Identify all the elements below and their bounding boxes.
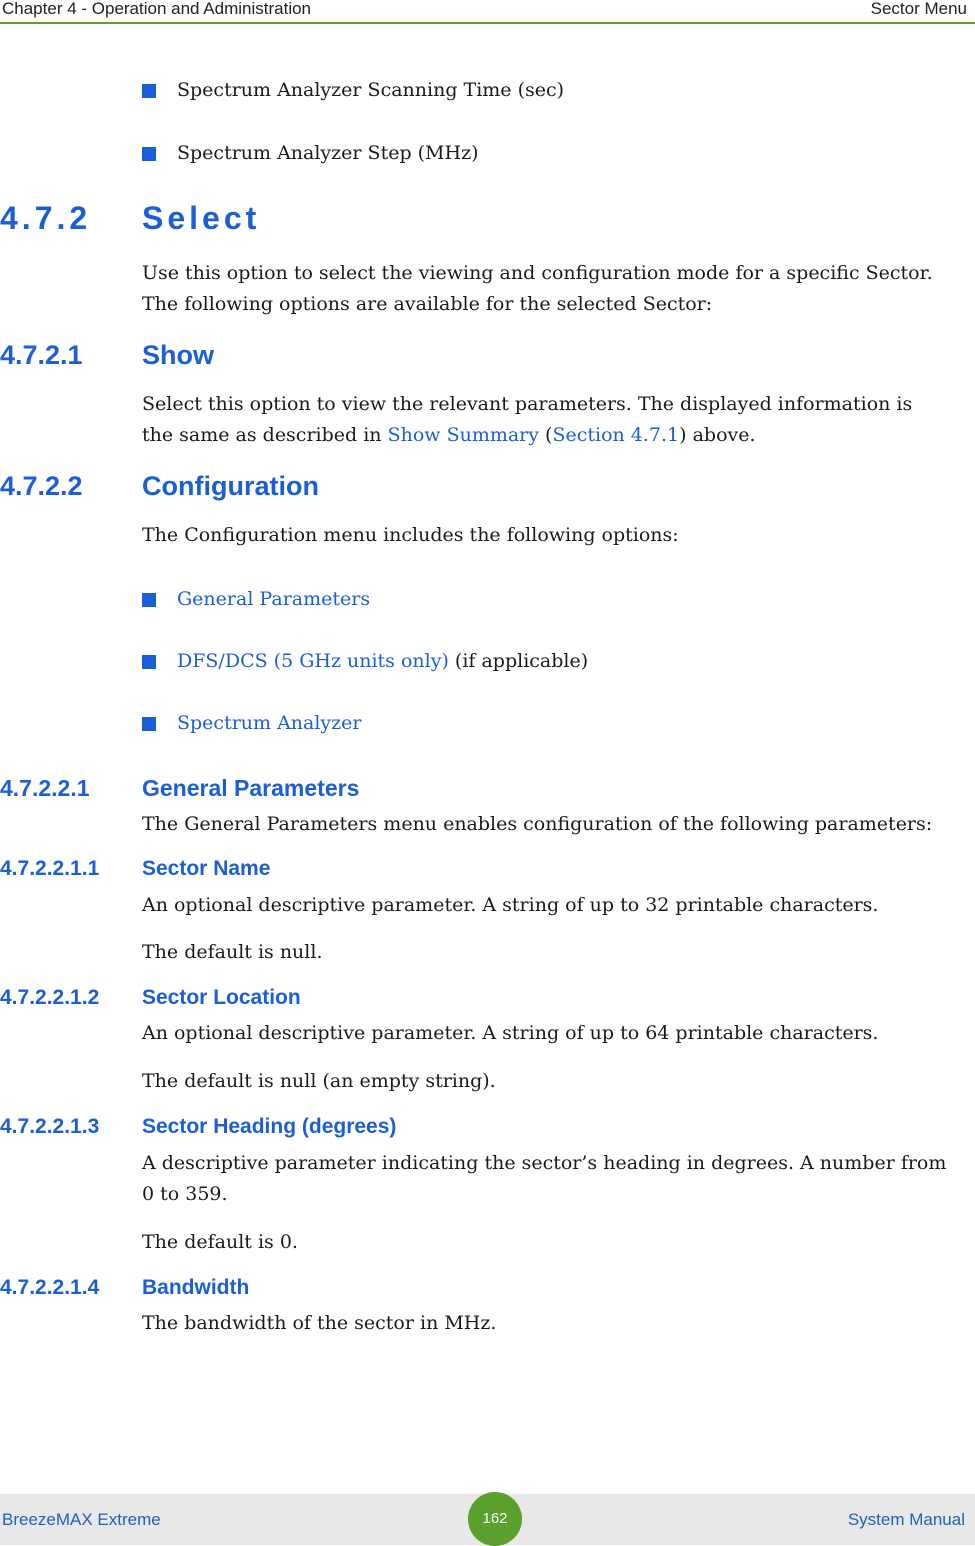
subsubsection-paragraph: The General Parameters menu enables configuration of the following parameters: xyxy=(142,813,933,835)
subsection-heading: Show xyxy=(142,340,214,370)
parameter-heading: Sector Heading (degrees) xyxy=(142,1115,397,1138)
subsection-heading: Configuration xyxy=(142,471,319,501)
subsubsection-number: 4.7.2.2.1 xyxy=(0,775,90,801)
section-title: Sector Menu xyxy=(870,0,967,18)
page-header xyxy=(0,0,975,24)
parameter-number: 4.7.2.2.1.3 xyxy=(0,1115,100,1138)
page-number-badge: 162 xyxy=(468,1492,522,1546)
parameter-description: An optional descriptive parameter. A string of up to 64 printable characters. xyxy=(142,1022,879,1044)
parameter-description: The bandwidth of the sector in MHz. xyxy=(142,1312,497,1334)
show-summary-link[interactable]: Show Summary xyxy=(387,424,540,446)
parameter-default: The default is 0. xyxy=(142,1231,298,1253)
chapter-title: Chapter 4 - Operation and Administration xyxy=(2,0,312,18)
subsection-number: 4.7.2.2 xyxy=(0,471,83,501)
parameter-number: 4.7.2.2.1.2 xyxy=(0,986,100,1009)
subsection-paragraph: Select this option to view the relevant parameters. The displayed information is the same as described in Show Summary (Section 4.7.1) above. xyxy=(142,393,913,446)
parameter-heading: Sector Location xyxy=(142,986,301,1009)
parameter-number: 4.7.2.2.1.4 xyxy=(0,1276,100,1299)
general-parameters-link[interactable]: General Parameters xyxy=(177,588,371,610)
section-paragraph: Use this option to select the viewing and configuration mode for a specific Sector. The following options are available for the selected Sector: xyxy=(142,262,933,315)
parameter-heading: Bandwidth xyxy=(142,1276,250,1299)
dfs-dcs-link[interactable]: DFS/DCS (5 GHz units only) xyxy=(177,650,449,672)
subsection-number: 4.7.2.1 xyxy=(0,340,83,370)
bullet-square-icon xyxy=(142,717,156,731)
bullet-square-icon xyxy=(142,147,156,161)
bullet-square-icon xyxy=(142,593,156,607)
subsubsection-heading: General Parameters xyxy=(142,775,360,801)
parameter-default: The default is null. xyxy=(142,941,323,963)
parameter-description: A descriptive parameter indicating the sector’s heading in degrees. A number from 0 to 359. xyxy=(142,1152,947,1205)
section-ref-link[interactable]: Section 4.7.1 xyxy=(552,424,680,446)
bullet-square-icon xyxy=(142,84,156,98)
parameter-heading: Sector Name xyxy=(142,857,271,880)
section-heading: Select xyxy=(142,200,261,236)
page-footer xyxy=(0,1494,975,1545)
bullet-square-icon xyxy=(142,655,156,669)
product-name: BreezeMAX Extreme xyxy=(2,1510,161,1529)
parameter-description: An optional descriptive parameter. A string of up to 32 printable characters. xyxy=(142,894,879,916)
parameter-default: The default is null (an empty string). xyxy=(142,1070,496,1092)
section-number: 4.7.2 xyxy=(0,200,92,236)
parameter-number: 4.7.2.2.1.1 xyxy=(0,857,100,880)
subsection-paragraph: The Configuration menu includes the following options: xyxy=(142,524,679,546)
document-name: System Manual xyxy=(847,1510,965,1529)
spectrum-analyzer-link[interactable]: Spectrum Analyzer xyxy=(177,712,362,734)
